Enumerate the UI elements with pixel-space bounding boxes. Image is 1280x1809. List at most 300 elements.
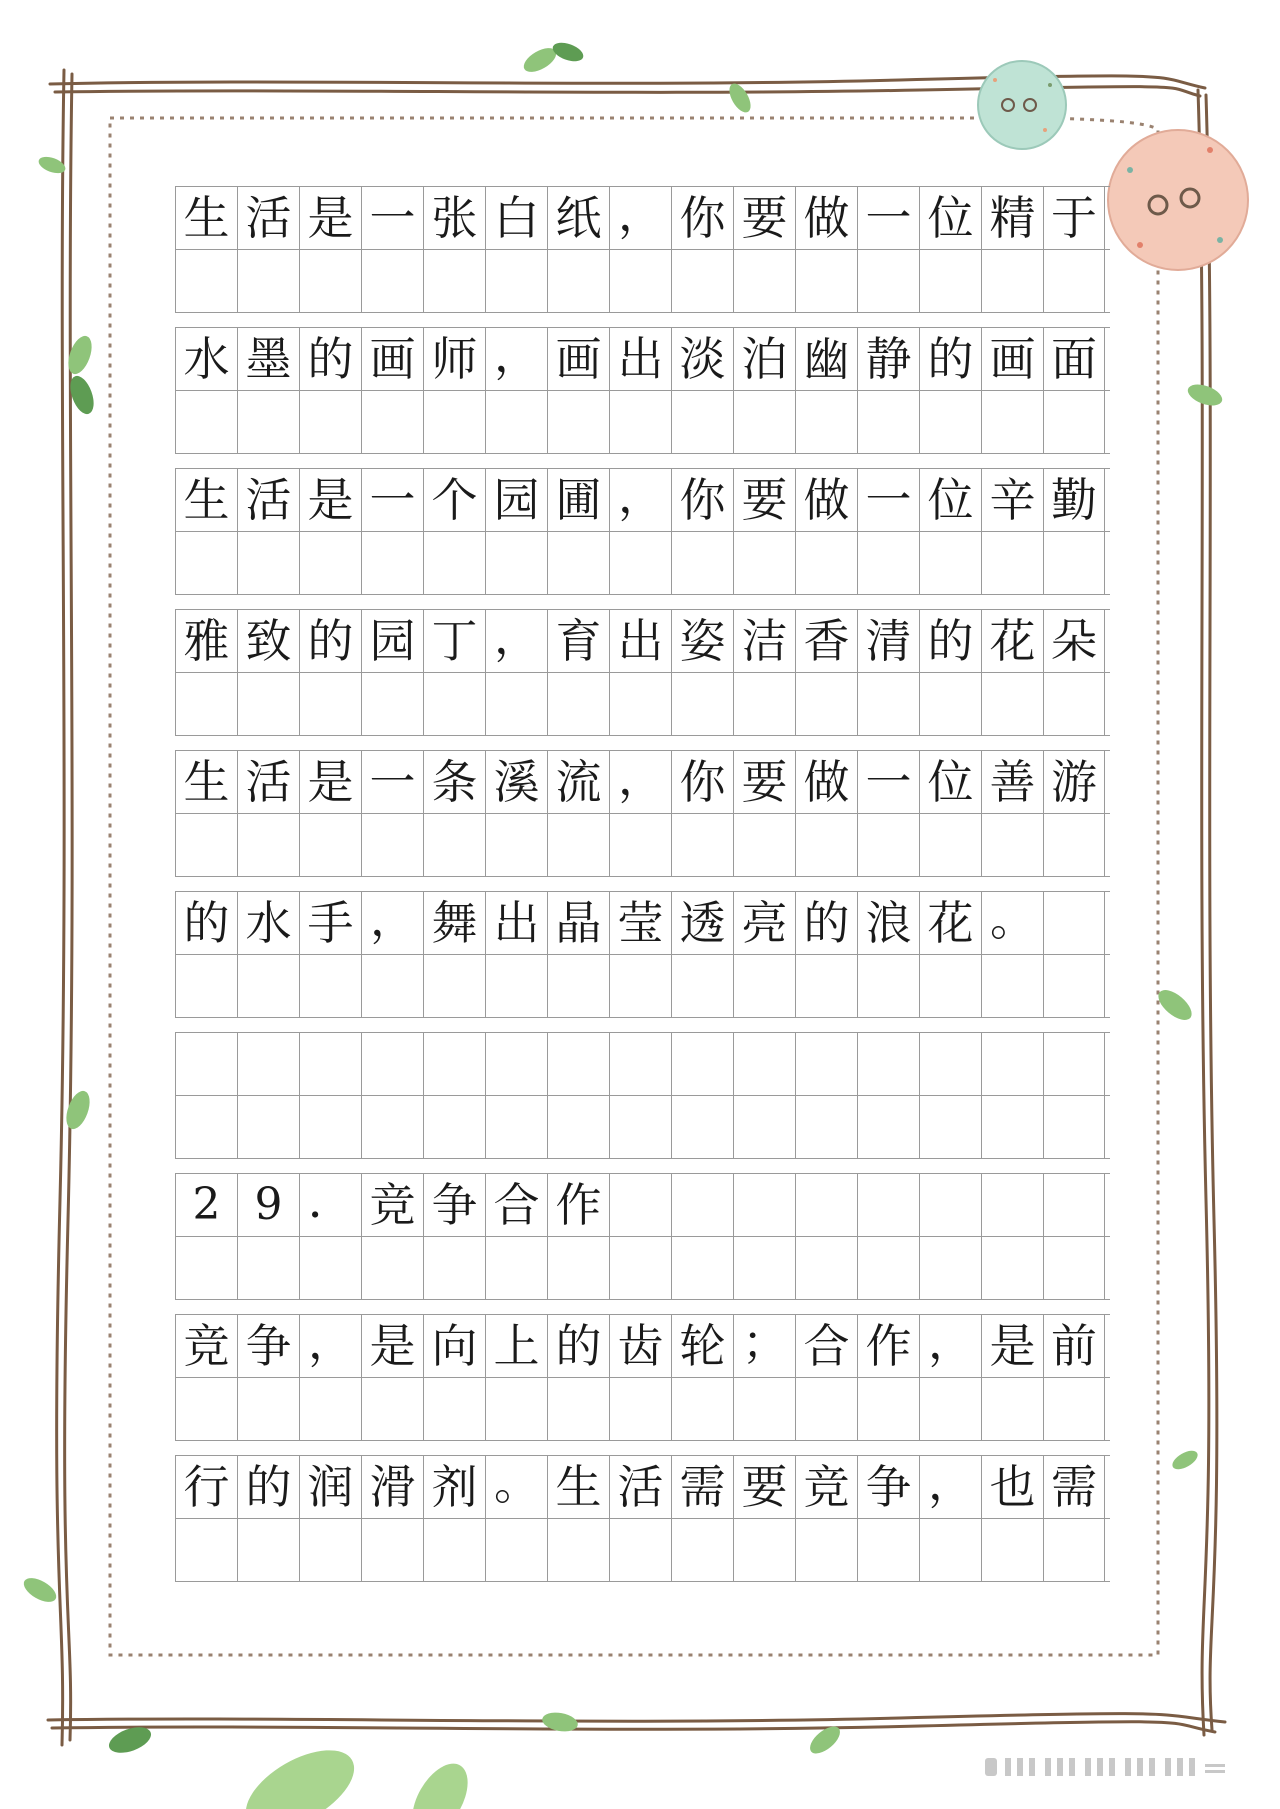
blank-cell [299,1519,361,1581]
grid-cell: 的 [237,1456,299,1518]
grid-cell: 。 [485,1456,547,1518]
blank-cell [237,1519,299,1581]
grid-cell: 活 [237,751,299,813]
grid-cell [175,1033,237,1095]
blank-cell [609,955,671,1017]
blank-cell [423,1096,485,1158]
grid-cell: 出 [609,328,671,390]
blank-cell [361,250,423,312]
blank-cell [299,250,361,312]
grid-cell: ； [733,1315,795,1377]
blank-cell [795,814,857,876]
blank-cell [671,673,733,735]
blank-cell [919,814,981,876]
blank-cell [361,1096,423,1158]
grid-cell [361,1033,423,1095]
blank-cell [299,814,361,876]
grid-cell: 的 [175,892,237,954]
grid-cell: 溪 [485,751,547,813]
grid-cell: 向 [423,1315,485,1377]
grid-cell: 墨 [237,328,299,390]
blank-cell [857,814,919,876]
grid-cell [795,1174,857,1236]
blank-cell [795,250,857,312]
grid-cell: 你 [671,469,733,531]
blank-cell [547,250,609,312]
grid-cell: ， [361,892,423,954]
grid-cell: 争 [857,1456,919,1518]
grid-cell: ， [485,610,547,672]
grid-cell: 香 [795,610,857,672]
blank-cell [1043,391,1105,453]
grid-cell: 你 [671,187,733,249]
grid-cell [857,1174,919,1236]
text-row [175,187,1110,250]
grid-cell: 画 [361,328,423,390]
blank-cell [361,1519,423,1581]
blank-cell [981,391,1043,453]
blank-cell [857,1519,919,1581]
blank-cell [175,1519,237,1581]
blank-cell [485,1378,547,1440]
blank-cell [919,955,981,1017]
grid-cell: 洁 [733,610,795,672]
grid-cell [733,1174,795,1236]
blank-cell [733,1237,795,1299]
blank-cell [981,1519,1043,1581]
blank-cell [919,250,981,312]
blank-cell [299,673,361,735]
blank-cell [795,955,857,1017]
grid-cell: 辛 [981,469,1043,531]
corner-watermark [985,1752,1235,1782]
blank-cell [857,250,919,312]
blank-cell [671,250,733,312]
grid-cell: 的 [795,892,857,954]
blank-cell [857,955,919,1017]
blank-cell [423,1378,485,1440]
grid-cell: 雅 [175,610,237,672]
grid-cell: 是 [361,1315,423,1377]
text-row [175,1315,1110,1378]
text-row [175,1456,1110,1519]
grid-cell: 轮 [671,1315,733,1377]
grid-cell: 园 [361,610,423,672]
blank-cell [423,673,485,735]
blank-cell [175,1378,237,1440]
grid-cell: 花 [919,892,981,954]
grid-cell: 的 [919,328,981,390]
blank-cell [857,1096,919,1158]
grid-cell: 合 [485,1174,547,1236]
grid-cell: 行 [175,1456,237,1518]
grid-cell [299,1033,361,1095]
blank-cell [423,814,485,876]
grid-cell: 游 [1043,751,1105,813]
blank-cell [1043,673,1105,735]
blank-row [175,391,1110,454]
grid-cell: 个 [423,469,485,531]
blank-cell [237,673,299,735]
grid-cell [981,1174,1043,1236]
grid-cell: 丁 [423,610,485,672]
grid-cell: 朵 [1043,610,1105,672]
grid-cell: 致 [237,610,299,672]
blank-cell [795,1378,857,1440]
blank-cell [671,532,733,594]
grid-cell [857,1033,919,1095]
grid-cell [609,1174,671,1236]
grid-cell: 齿 [609,1315,671,1377]
grid-cell [919,1174,981,1236]
blank-cell [919,391,981,453]
grid-cell [795,1033,857,1095]
grid-cell: ， [485,328,547,390]
blank-cell [671,1096,733,1158]
blank-cell [299,391,361,453]
blank-cell [857,532,919,594]
grid-cell: 生 [175,469,237,531]
blank-cell [795,673,857,735]
grid-cell: 水 [237,892,299,954]
grid-cell: 做 [795,469,857,531]
grid-band [175,186,1110,313]
grid-cell: 作 [547,1174,609,1236]
blank-cell [1043,1519,1105,1581]
grid-cell [671,1174,733,1236]
grid-cell: 勤 [1043,469,1105,531]
grid-band [175,1455,1110,1582]
blank-row [175,1237,1110,1300]
blank-cell [299,1237,361,1299]
grid-cell: 生 [175,751,237,813]
grid-cell: 透 [671,892,733,954]
blank-cell [423,1519,485,1581]
grid-cell [981,1033,1043,1095]
grid-cell: 活 [237,469,299,531]
grid-cell: 一 [857,751,919,813]
grid-cell: 一 [857,469,919,531]
grid-cell: ， [609,751,671,813]
blank-cell [547,1378,609,1440]
blank-cell [485,532,547,594]
blank-cell [547,391,609,453]
blank-cell [981,673,1043,735]
blank-cell [981,814,1043,876]
grid-band [175,1314,1110,1441]
grid-cell [609,1033,671,1095]
grid-cell: 位 [919,187,981,249]
blank-cell [1043,1378,1105,1440]
grid-cell: 位 [919,469,981,531]
blank-cell [609,673,671,735]
grid-cell: 竞 [795,1456,857,1518]
blank-cell [175,955,237,1017]
text-row [175,469,1110,532]
grid-cell: 是 [981,1315,1043,1377]
grid-cell: 是 [299,469,361,531]
blank-cell [671,391,733,453]
blank-cell [237,955,299,1017]
blank-cell [981,1237,1043,1299]
blank-cell [733,532,795,594]
grid-cell [671,1033,733,1095]
grid-band [175,1173,1110,1300]
grid-cell: 2 [175,1174,237,1236]
blank-cell [485,391,547,453]
grid-cell: 静 [857,328,919,390]
blank-cell [485,1237,547,1299]
grid-cell: 水 [175,328,237,390]
grid-cell [237,1033,299,1095]
text-row [175,1174,1110,1237]
grid-cell: 花 [981,610,1043,672]
blank-cell [795,1237,857,1299]
grid-cell: 幽 [795,328,857,390]
grid-cell [1043,1174,1105,1236]
blank-cell [1043,250,1105,312]
grid-cell: 出 [485,892,547,954]
grid-band [175,891,1110,1018]
blank-cell [857,1378,919,1440]
grid-cell [485,1033,547,1095]
blank-cell [485,814,547,876]
grid-cell: 流 [547,751,609,813]
grid-cell: 的 [547,1315,609,1377]
blank-cell [547,673,609,735]
blank-cell [609,532,671,594]
blank-cell [237,532,299,594]
grid-cell: 合 [795,1315,857,1377]
grid-cell: 画 [547,328,609,390]
blank-cell [609,250,671,312]
grid-cell: 也 [981,1456,1043,1518]
grid-cell: 生 [175,187,237,249]
grid-cell: 手 [299,892,361,954]
blank-cell [733,1096,795,1158]
blank-cell [609,1096,671,1158]
blank-cell [733,814,795,876]
grid-cell: 作 [857,1315,919,1377]
grid-cell: ， [919,1456,981,1518]
grid-cell: 师 [423,328,485,390]
grid-cell: 圃 [547,469,609,531]
grid-cell: 需 [671,1456,733,1518]
grid-cell: 张 [423,187,485,249]
grid-cell [733,1033,795,1095]
grid-cell: 晶 [547,892,609,954]
blank-cell [671,1519,733,1581]
grid-cell: 做 [795,751,857,813]
blank-cell [981,1378,1043,1440]
blank-row [175,532,1110,595]
grid-cell: 9 [237,1174,299,1236]
blank-cell [175,391,237,453]
grid-cell: 竞 [175,1315,237,1377]
blank-cell [361,1378,423,1440]
blank-row [175,1096,1110,1159]
grid-cell: 姿 [671,610,733,672]
blank-row [175,955,1110,1018]
grid-cell: 于 [1043,187,1105,249]
blank-cell [423,250,485,312]
writing-grid [175,186,1110,1582]
blank-cell [733,1378,795,1440]
blank-cell [609,1237,671,1299]
grid-cell [423,1033,485,1095]
blank-cell [423,1237,485,1299]
grid-cell: 要 [733,469,795,531]
blank-cell [485,1519,547,1581]
blank-row [175,673,1110,736]
blank-cell [299,955,361,1017]
text-row [175,610,1110,673]
blank-cell [981,1096,1043,1158]
blank-cell [919,532,981,594]
blank-cell [857,673,919,735]
blank-cell [361,955,423,1017]
grid-cell: 条 [423,751,485,813]
grid-cell: 要 [733,187,795,249]
grid-cell: 的 [299,610,361,672]
blank-row [175,814,1110,877]
grid-cell: 清 [857,610,919,672]
blank-cell [175,532,237,594]
blank-cell [919,1096,981,1158]
grid-cell: 活 [237,187,299,249]
blank-cell [175,673,237,735]
blank-cell [795,532,857,594]
blank-cell [237,814,299,876]
blank-cell [671,814,733,876]
blank-row [175,1378,1110,1441]
grid-cell: 需 [1043,1456,1105,1518]
blank-cell [485,1096,547,1158]
grid-cell: 淡 [671,328,733,390]
blank-cell [1043,1237,1105,1299]
grid-cell [547,1033,609,1095]
blank-cell [299,1096,361,1158]
blank-cell [857,391,919,453]
blank-cell [547,1096,609,1158]
grid-cell: 亮 [733,892,795,954]
blank-cell [485,673,547,735]
grid-cell: 剂 [423,1456,485,1518]
grid-cell: 精 [981,187,1043,249]
blank-cell [857,1237,919,1299]
grid-cell: 园 [485,469,547,531]
blank-cell [485,955,547,1017]
blank-cell [733,250,795,312]
blank-cell [175,1096,237,1158]
grid-cell: 争 [237,1315,299,1377]
text-row [175,328,1110,391]
blank-cell [361,673,423,735]
grid-cell: 要 [733,751,795,813]
grid-cell: 是 [299,187,361,249]
blank-cell [609,814,671,876]
blank-cell [547,532,609,594]
grid-cell: 是 [299,751,361,813]
blank-cell [733,391,795,453]
blank-cell [175,250,237,312]
grid-cell: 纸 [547,187,609,249]
blank-cell [237,1096,299,1158]
grid-cell [919,1033,981,1095]
grid-band [175,468,1110,595]
grid-cell: 育 [547,610,609,672]
blank-cell [981,250,1043,312]
grid-cell: 善 [981,751,1043,813]
grid-cell: 滑 [361,1456,423,1518]
grid-cell: 。 [981,892,1043,954]
blank-cell [175,1237,237,1299]
grid-cell: 一 [361,751,423,813]
grid-cell: 活 [609,1456,671,1518]
grid-cell: 的 [919,610,981,672]
grid-cell: 前 [1043,1315,1105,1377]
grid-cell: ， [609,187,671,249]
blank-cell [919,1378,981,1440]
pink-button-icon [1108,130,1248,270]
grid-cell: 一 [361,469,423,531]
blank-cell [795,1519,857,1581]
blank-cell [733,673,795,735]
grid-cell: ， [299,1315,361,1377]
grid-cell: 你 [671,751,733,813]
text-row [175,1033,1110,1096]
blank-cell [1043,955,1105,1017]
blank-cell [299,532,361,594]
blank-cell [361,814,423,876]
grid-cell: 生 [547,1456,609,1518]
blank-cell [237,391,299,453]
blank-cell [1043,532,1105,594]
grid-cell: 一 [857,187,919,249]
blank-cell [547,1237,609,1299]
green-button-icon [978,61,1066,149]
blank-cell [609,391,671,453]
blank-cell [795,391,857,453]
grid-band [175,1032,1110,1159]
blank-cell [237,250,299,312]
text-row [175,751,1110,814]
blank-cell [1043,814,1105,876]
grid-cell: 莹 [609,892,671,954]
grid-cell: 一 [361,187,423,249]
text-row [175,892,1110,955]
blank-cell [547,814,609,876]
blank-cell [671,1378,733,1440]
blank-cell [609,1378,671,1440]
blank-cell [919,673,981,735]
grid-cell: 面 [1043,328,1105,390]
blank-cell [485,250,547,312]
grid-cell: 的 [299,328,361,390]
grid-cell: 润 [299,1456,361,1518]
blank-cell [795,1096,857,1158]
grid-cell: 白 [485,187,547,249]
grid-band [175,750,1110,877]
blank-cell [361,532,423,594]
blank-cell [423,391,485,453]
blank-cell [237,1237,299,1299]
blank-cell [919,1519,981,1581]
grid-cell [1043,892,1105,954]
blank-cell [423,955,485,1017]
grid-cell: 画 [981,328,1043,390]
blank-cell [423,532,485,594]
